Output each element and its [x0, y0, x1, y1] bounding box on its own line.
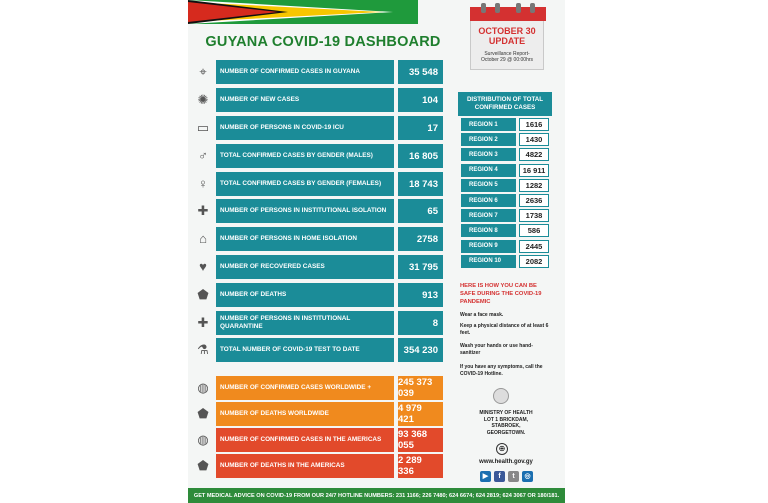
update-word: UPDATE — [488, 36, 526, 46]
region-value: 1616 — [519, 118, 549, 131]
region-value: 2636 — [519, 194, 549, 207]
address-line: LOT 1 BRICKDAM, — [483, 416, 529, 423]
region-value: 2082 — [519, 255, 549, 268]
world-stat-label: NUMBER OF CONFIRMED CASES IN THE AMERICAS — [216, 428, 394, 452]
stat-value: 16 805 — [398, 144, 443, 168]
region-value: 16 911 — [519, 164, 549, 177]
stat-value: 65 — [398, 199, 443, 223]
region-value: 4822 — [519, 148, 549, 161]
address-line: GEORGETOWN. — [486, 429, 526, 436]
map-icon: ⌖ — [199, 64, 207, 79]
region-label: REGION 6 — [461, 194, 516, 207]
virus-icon: ✺ — [197, 92, 209, 107]
coat-of-arms-icon — [493, 388, 509, 404]
region-value: 586 — [519, 224, 549, 237]
instagram-icon[interactable]: ◎ — [522, 471, 533, 482]
stat-label: NUMBER OF PERSONS IN HOME ISOLATION — [216, 227, 394, 251]
region-label: REGION 3 — [461, 148, 516, 161]
stat-label: NUMBER OF DEATHS — [216, 283, 394, 307]
website-link[interactable]: www.health.gov.gy — [479, 459, 533, 465]
region-value: 2445 — [519, 240, 549, 253]
stat-value: 35 548 — [398, 60, 443, 84]
stat-label: TOTAL CONFIRMED CASES BY GENDER (FEMALES) — [216, 172, 394, 196]
hotline-footer: GET MEDICAL ADVICE ON COVID-19 FROM OUR 24/7 HOTLINE NUMBERS: 231 1166; 226 7480; 624 6674; 624 2819; 624 3067 OR 180/181. — [188, 488, 565, 503]
address-line: STABROEK, — [491, 423, 521, 429]
facebook-icon[interactable]: f — [494, 471, 505, 482]
ministry-address — [458, 410, 554, 436]
region-label: REGION 9 — [461, 240, 516, 253]
youtube-icon[interactable]: ▶ — [480, 471, 491, 482]
stat-label: NUMBER OF PERSONS IN COVID-19 ICU — [216, 116, 394, 140]
female-icon: ♀ — [198, 176, 208, 191]
dashboard-poster — [188, 0, 565, 503]
region-label: REGION 4 — [461, 164, 516, 177]
stat-value: 354 230 — [398, 338, 443, 362]
stat-label: NUMBER OF PERSONS IN INSTITUTIONAL ISOLATION — [216, 199, 394, 223]
region-value: 1430 — [519, 133, 549, 146]
report-date: October 29 @ 00:00hrs — [480, 57, 534, 63]
safety-tip: Keep a physical distance of at least 6 feet. — [460, 323, 549, 336]
stat-value: 31 795 — [398, 255, 443, 279]
safety-heading: HERE IS HOW YOU CAN BE SAFE DURING THE COVID-19 PANDEMIC — [460, 283, 542, 305]
distribution-title: DISTRIBUTION OF TOTAL CONFIRMED CASES — [458, 92, 552, 116]
world-stat-value: 4 979 421 — [398, 402, 443, 426]
world-stat-label: NUMBER OF CONFIRMED CASES WORLDWIDE + — [216, 376, 394, 400]
test-icon: ⚗ — [197, 342, 209, 357]
update-calendar — [470, 10, 544, 70]
stat-value: 913 — [398, 283, 443, 307]
stat-value: 18 743 — [398, 172, 443, 196]
coffin-icon: ⬟ — [197, 287, 209, 302]
world-stat-value: 2 289 336 — [398, 454, 443, 478]
stat-value: 8 — [398, 311, 443, 335]
globe-icon: ◍ — [197, 432, 209, 447]
region-label: REGION 5 — [461, 179, 516, 192]
male-icon: ♂ — [198, 148, 208, 163]
safety-tip: Wear a face mask. — [460, 312, 504, 318]
twitter-icon[interactable]: t — [508, 471, 519, 482]
stat-value: 104 — [398, 88, 443, 112]
region-value: 1738 — [519, 209, 549, 222]
heart-icon: ♥ — [199, 259, 207, 274]
guyana-flag-banner — [188, 0, 418, 24]
update-date: OCTOBER 30 — [478, 26, 536, 36]
world-stat-value: 93 368 055 — [398, 428, 443, 452]
world-stat-value: 245 373 039 — [398, 376, 443, 400]
globe-icon: ◍ — [197, 380, 209, 395]
region-label: REGION 8 — [461, 224, 516, 237]
stat-value: 17 — [398, 116, 443, 140]
safety-tip: If you have any symptoms, call the COVID-19 Hotline. — [460, 364, 543, 377]
stat-label: NUMBER OF RECOVERED CASES — [216, 255, 394, 279]
region-label: REGION 1 — [461, 118, 516, 131]
home-icon: ⌂ — [199, 231, 207, 246]
ministry-name: MINISTRY OF HEALTH — [479, 410, 533, 416]
region-label: REGION 10 — [461, 255, 516, 268]
report-label: Surveillance Report- — [484, 51, 530, 57]
world-stat-label: NUMBER OF DEATHS IN THE AMERICAS — [216, 454, 394, 478]
page-title: GUYANA COVID-19 DASHBOARD — [205, 34, 441, 50]
safety-tip: Wash your hands or use hand-sanitizer — [460, 343, 533, 356]
world-stat-label: NUMBER OF DEATHS WORLDWIDE — [216, 402, 394, 426]
globe-icon: ⊕ — [496, 443, 508, 455]
monitor-icon: ▭ — [196, 120, 210, 135]
region-label: REGION 2 — [461, 133, 516, 146]
nurse-icon: ✚ — [197, 203, 209, 218]
stat-label: NUMBER OF NEW CASES — [216, 88, 394, 112]
coffin-icon: ⬟ — [197, 458, 209, 473]
stat-label: NUMBER OF PERSONS IN INSTITUTIONAL QUARANTINE — [216, 311, 394, 335]
stat-value: 2758 — [398, 227, 443, 251]
region-value: 1282 — [519, 179, 549, 192]
hospital-icon: ✚ — [197, 315, 209, 330]
coffin-icon: ⬟ — [197, 406, 209, 421]
region-label: REGION 7 — [461, 209, 516, 222]
stat-label: NUMBER OF CONFIRMED CASES IN GUYANA — [216, 60, 394, 84]
stat-label: TOTAL NUMBER OF COVID-19 TEST TO DATE — [216, 338, 394, 362]
stat-label: TOTAL CONFIRMED CASES BY GENDER (MALES) — [216, 144, 394, 168]
